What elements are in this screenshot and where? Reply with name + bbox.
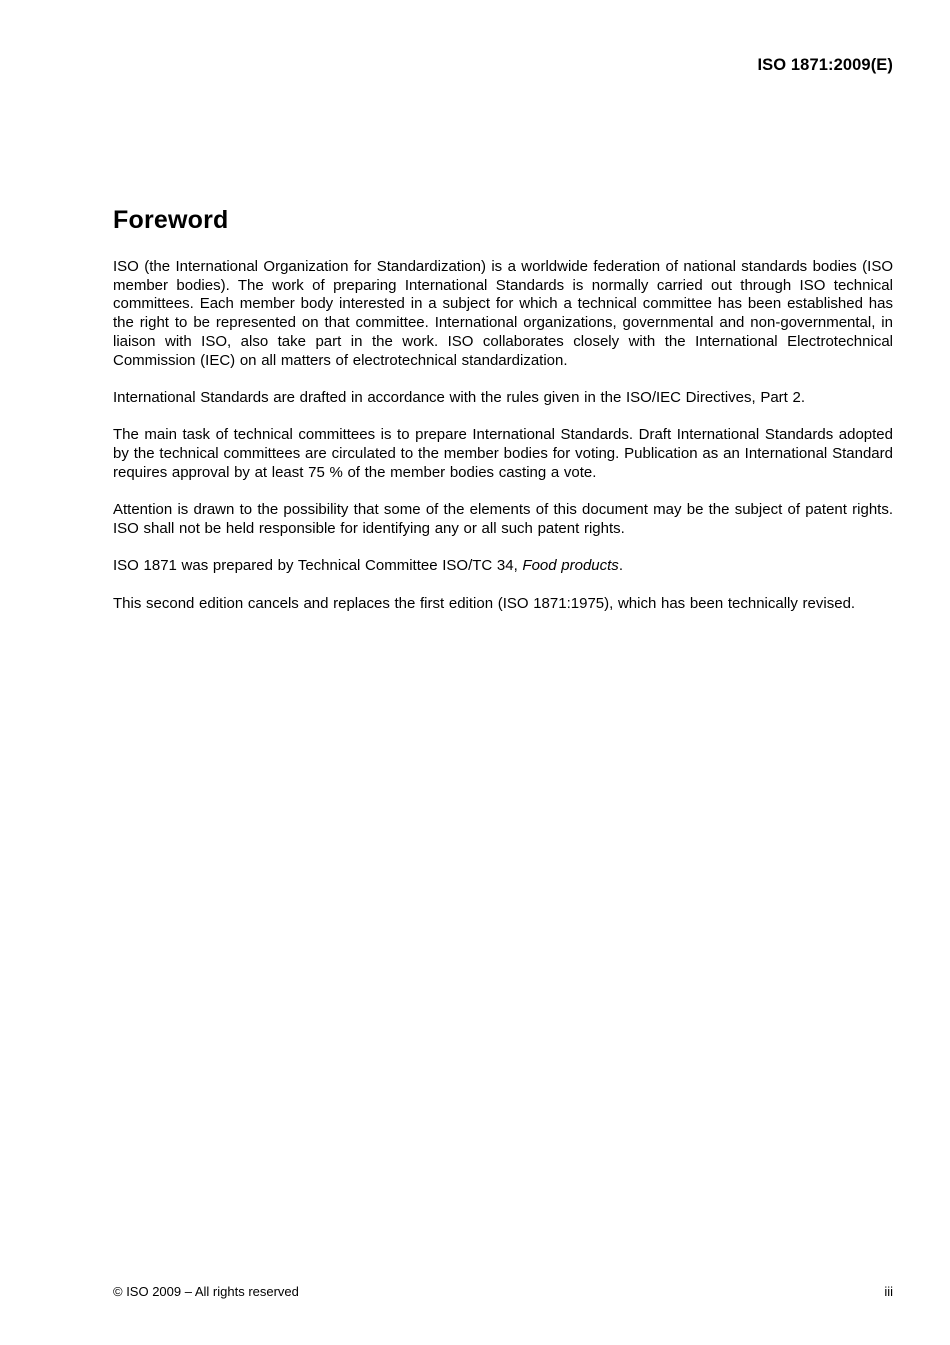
foreword-heading: Foreword bbox=[113, 206, 229, 234]
copyright-notice: © ISO 2009 – All rights reserved bbox=[113, 1284, 299, 1299]
foreword-paragraph-iso-federation: ISO (the International Organization for Standardization) is a worldwide federation of national standards bodies (ISO member bodies). The work of preparing International Standards is normally carried out through ISO technical committees. Each member body interested in a subject for which a technical committee has been established has the right to be represented on that committee. International organizations, governmental and non-governmental, in liaison with ISO, also take part in the work. ISO collaborates closely with the International Electrotechnical Commission (IEC) on all matters of electrotechnical standardization. bbox=[113, 258, 893, 369]
committee-name-italic: Food products bbox=[522, 557, 619, 575]
document-reference-header: ISO 1871:2009(E) bbox=[757, 56, 893, 74]
foreword-paragraph-edition: This second edition cancels and replaces the first edition (ISO 1871:1975), which has been technically revised. bbox=[113, 594, 856, 612]
foreword-section bbox=[113, 205, 893, 632]
foreword-paragraph-committee bbox=[113, 557, 893, 576]
committee-paragraph-prefix: ISO 1871 was prepared by Technical Committee ISO/TC 34, bbox=[113, 557, 523, 575]
foreword-paragraph-directives: International Standards are drafted in accordance with the rules given in the ISO/IEC Directives, Part 2. bbox=[113, 388, 806, 406]
foreword-paragraph-patent-rights: Attention is drawn to the possibility that some of the elements of this document may be the subject of patent rights. ISO shall not be held responsible for identifying any or all such patent rights. bbox=[113, 501, 893, 537]
page-number: iii bbox=[884, 1284, 893, 1299]
committee-paragraph-suffix: . bbox=[618, 557, 623, 575]
page-footer bbox=[113, 1284, 893, 1300]
foreword-paragraph-main-task: The main task of technical committees is to prepare International Standards. Draft International Standards adopted by the technical committees are circulated to the member bodies for voting. Publication as an International Standard requires approval by at least 75 % of the member bodies casting a vote. bbox=[113, 426, 893, 481]
